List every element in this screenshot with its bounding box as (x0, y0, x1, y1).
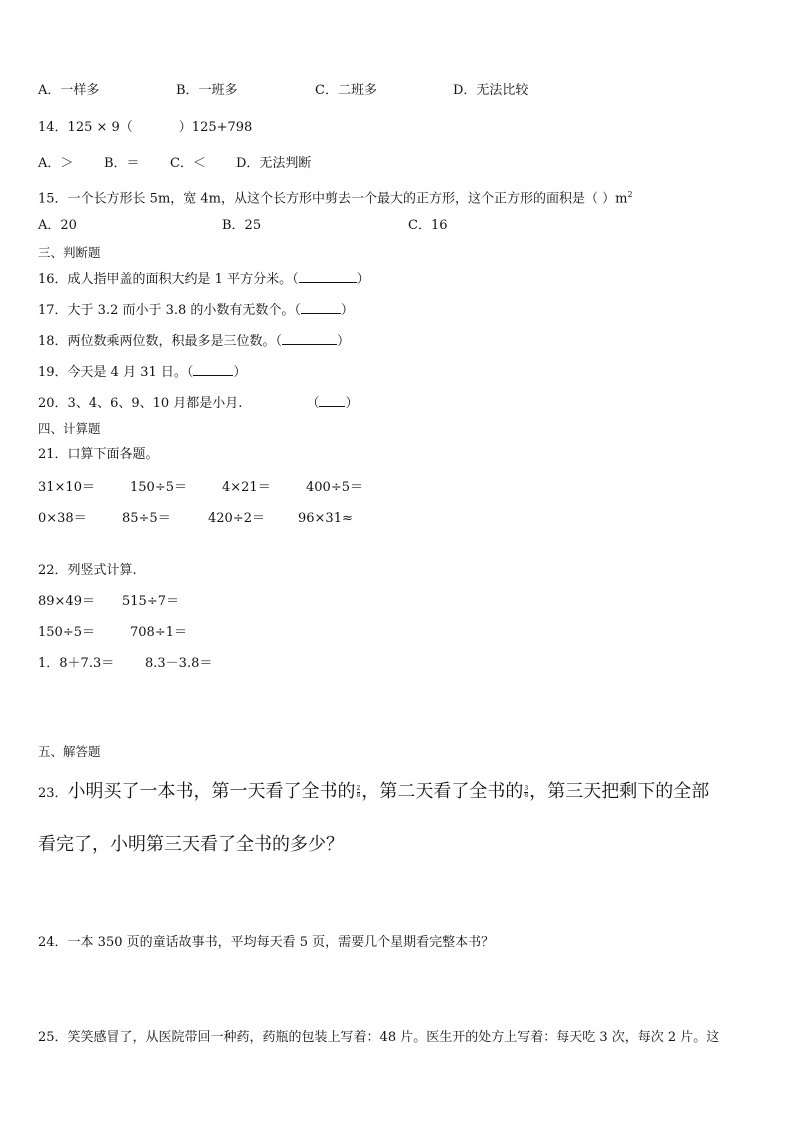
q14-left: 125 × 9（ (67, 120, 133, 135)
q14-right: ）125+798 (178, 120, 253, 135)
q15-option-a: A．20 (38, 218, 77, 233)
q21-item: 400÷5＝ (306, 480, 363, 495)
q13-option-d: D．无法比较 (453, 83, 529, 98)
q17-text: 17．大于 3.2 而小于 3.8 的小数有无数个。（ (38, 303, 301, 318)
q23-text-b: ，第二天看了全书的 (361, 781, 524, 802)
q23-text-c: ，第三天把剩下的全部 (529, 781, 710, 802)
q24-text: 24．一本 350 页的童话故事书，平均每天看 5 页，需要几个星期看完整本书？ (38, 935, 495, 950)
q22-item: 89×49＝ (38, 594, 95, 609)
q15-text: 15．一个长方形长 5m，宽 4m，从这个长方形中剪去一个最大的正方形，这个正方形的面积是（ ）m (38, 191, 628, 207)
q21-item: 4×21＝ (222, 480, 271, 495)
q17-answer-blank[interactable] (301, 301, 341, 314)
q23-text-a: 小明买了一本书，第一天看了全书的 (67, 781, 356, 802)
q16-text: 16．成人指甲盖的面积大约是 1 平方分米。（ (38, 272, 299, 287)
q14-option-d: D．无法判断 (236, 156, 312, 171)
q23-line-2: 看完了，小明第三天看了全书的多少？ (38, 834, 344, 855)
q22-item: 1．8＋7.3＝ (38, 656, 115, 671)
q14-stem (38, 119, 252, 137)
q20 (38, 394, 358, 413)
q18-answer-blank[interactable] (282, 332, 337, 345)
q21-title: 21．口算下面各题。 (38, 447, 159, 462)
q21-item: 85÷5＝ (122, 511, 171, 526)
q15-option-b: B．25 (222, 218, 262, 233)
q14-option-b: B．＝ (104, 156, 140, 171)
q17-close: ） (340, 303, 354, 318)
q13-option-b: B．一班多 (176, 83, 238, 98)
q21-item: 96×31≈ (298, 511, 353, 526)
section-title-calculation: 四、计算题 (38, 421, 101, 436)
q21-item: 31×10＝ (38, 480, 95, 495)
q16-answer-blank[interactable] (299, 270, 357, 283)
q15-option-c: C．16 (408, 218, 448, 233)
q22-title: 22．列竖式计算. (38, 563, 137, 578)
q20-close: ） (345, 396, 359, 411)
q22-item: 8.3－3.8＝ (145, 656, 213, 671)
q18-text: 18．两位数乘两位数，积最多是三位数。（ (38, 334, 283, 349)
q16 (38, 270, 370, 289)
q20-answer-blank[interactable] (319, 394, 345, 407)
section-title-word-problems: 五、解答题 (38, 744, 101, 759)
q20-text: 20．3、4、6、9、10 月都是小月. (38, 396, 243, 411)
q19-close: ） (233, 365, 247, 380)
q14-option-a: A．＞ (38, 156, 74, 171)
q13-option-c: C．二班多 (315, 83, 377, 98)
q20-open: （ (306, 396, 320, 411)
q17 (38, 301, 354, 320)
q25-text: 25．笑笑感冒了，从医院带回一种药，药瓶的包装上写着：48 片。医生开的处方上写着：每天吃 3 次，每次 2 片。这 (38, 1030, 720, 1045)
q21-item: 420÷2＝ (208, 511, 265, 526)
q23-line-1 (38, 779, 709, 807)
q23-fraction-1: $\frac{2}{8}$ (356, 784, 361, 799)
q19 (38, 363, 246, 382)
q22-item: 150÷5＝ (38, 625, 95, 640)
q19-text: 19．今天是 4 月 31 日。（ (38, 365, 194, 380)
q21-item: 0×38＝ (38, 511, 87, 526)
q16-close: ） (356, 272, 370, 287)
q19-answer-blank[interactable] (193, 363, 233, 376)
q23-number: 23． (38, 786, 68, 801)
section-title-judgement: 三、判断题 (38, 245, 101, 260)
q23-fraction-2: $\frac{3}{8}$ (524, 784, 529, 799)
q13-option-a: A．一样多 (38, 83, 100, 98)
q15-unit-sup: 2 (627, 190, 633, 199)
q18 (38, 332, 350, 351)
q18-close: ） (337, 334, 351, 349)
q14-number: 14． (38, 120, 68, 135)
q22-item: 708÷1＝ (130, 625, 187, 640)
q22-item: 515÷7＝ (122, 594, 179, 609)
q14-option-c: C．＜ (170, 156, 206, 171)
q15-stem (38, 186, 633, 208)
q21-item: 150÷5＝ (130, 480, 187, 495)
